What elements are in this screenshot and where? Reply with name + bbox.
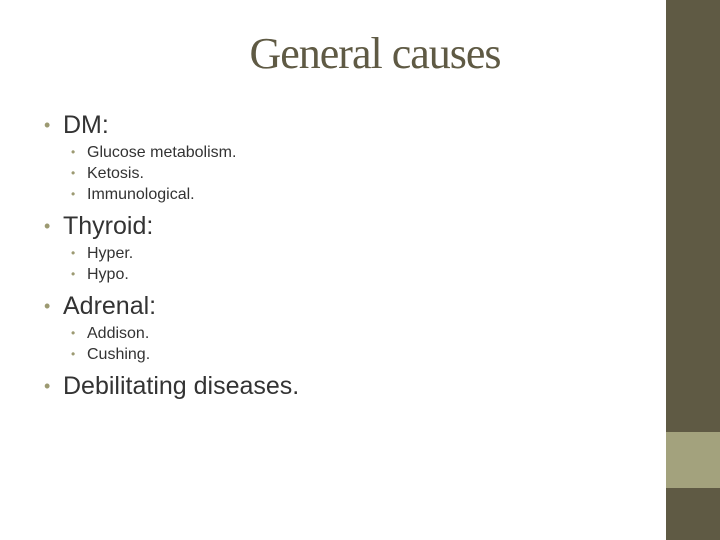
- sub-bullet-icon: •: [71, 326, 76, 340]
- bullet-list: [44, 110, 644, 407]
- sub-bullet-item: [44, 142, 644, 163]
- sub-bullet-item: [44, 243, 644, 264]
- bullet-label: Adrenal:: [63, 292, 157, 320]
- sub-bullet-label: Hypo.: [87, 266, 129, 283]
- sub-list: [44, 243, 644, 285]
- sub-bullet-label: Addison.: [87, 325, 150, 342]
- sub-bullet-label: Ketosis.: [87, 165, 144, 182]
- bullet-item: [44, 211, 644, 241]
- sub-bullet-label: Cushing.: [87, 346, 151, 363]
- slide-title: General causes: [249, 29, 501, 78]
- sub-bullet-icon: •: [71, 347, 76, 361]
- sub-bullet-item: [44, 264, 644, 285]
- bullet-icon: •: [44, 216, 51, 236]
- bullet-icon: •: [44, 296, 51, 316]
- sub-bullet-label: Immunological.: [87, 186, 195, 203]
- bullet-icon: •: [44, 376, 51, 396]
- bullet-label: Debilitating diseases.: [63, 372, 300, 400]
- sub-bullet-item: [44, 344, 644, 365]
- sub-bullet-item: [44, 163, 644, 184]
- sub-bullet-icon: •: [71, 187, 76, 201]
- bullet-item: [44, 371, 644, 401]
- bullet-item: [44, 110, 644, 140]
- sub-bullet-label: Hyper.: [87, 245, 134, 262]
- bullet-label: Thyroid:: [63, 212, 154, 240]
- sub-bullet-label: Glucose metabolism.: [87, 144, 237, 161]
- sub-bullet-icon: •: [71, 246, 76, 260]
- band-dark-bottom: [666, 488, 720, 540]
- list-item-dm: [44, 110, 644, 205]
- sub-bullet-icon: •: [71, 267, 76, 281]
- sub-bullet-item: [44, 184, 644, 205]
- bullet-item: [44, 291, 644, 321]
- sub-bullet-icon: •: [71, 166, 76, 180]
- band-dark-top: [666, 0, 720, 432]
- band-light: [666, 432, 720, 488]
- sub-list: [44, 142, 644, 205]
- list-item-debilitating: [44, 371, 644, 401]
- list-item-adrenal: [44, 291, 644, 365]
- list-item-thyroid: [44, 211, 644, 285]
- sub-list: [44, 323, 644, 365]
- bullet-icon: •: [44, 115, 51, 135]
- sub-bullet-icon: •: [71, 145, 76, 159]
- bullet-label: DM:: [63, 111, 109, 139]
- sub-bullet-item: [44, 323, 644, 344]
- side-color-band: [666, 0, 720, 540]
